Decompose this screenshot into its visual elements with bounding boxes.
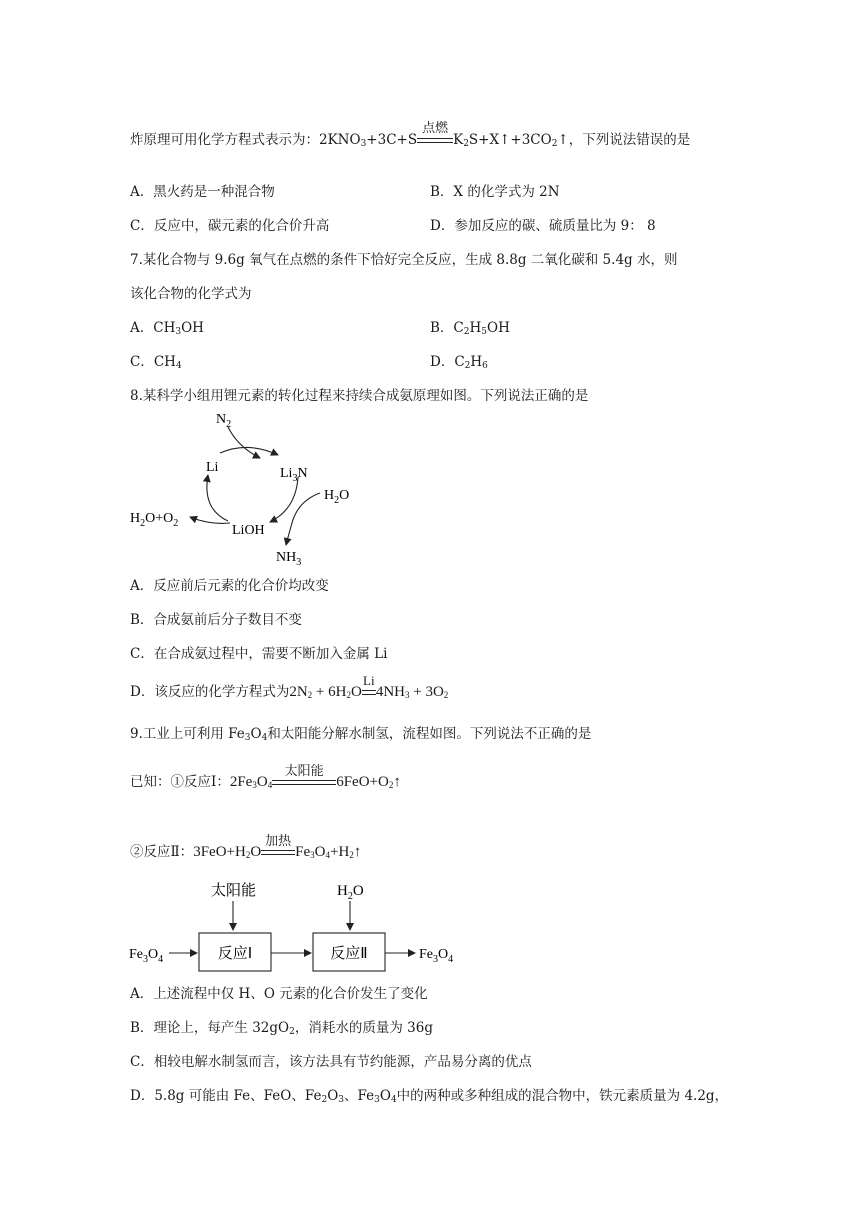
q6-condition: 点燃 — [422, 121, 449, 136]
q6-intro-suffix: ，下列说法错误的是 — [568, 132, 691, 148]
q6-intro-prefix: 炸原理可用化学方程式表示为： — [130, 132, 319, 148]
q7-stem-line2: 该化合物的化学式为 — [130, 286, 252, 302]
solar-energy-label: 太阳能 — [211, 881, 257, 899]
nh3-label: $NH_3$ — [276, 550, 302, 568]
q6-option-d: D．参加反应的碳、硫质量比为 9： 8 — [430, 218, 656, 234]
q8-option-a: A．反应前后元素的化合价均改变 — [130, 578, 329, 594]
lioh-to-li-arrow — [207, 475, 228, 521]
q9-known-reaction-1: 已知：①反应Ⅰ：$2Fe_3O_4$ 太阳能 $6FeO+O_2↑$ — [130, 763, 401, 790]
q8-stem: 8.某科学小组用锂元素的转化过程来持续合成氨原理如图。下列说法正确的是 — [130, 388, 589, 404]
q7-option-c: C．$CH_4$ — [130, 354, 182, 371]
q8-option-c: C．在合成氨过程中，需要不断加入金属 Li — [130, 646, 388, 662]
q9-r2-equals-sign: 加热 — [261, 844, 295, 861]
q7-option-d: D．$C_2H_6$ — [430, 354, 488, 371]
q6-stem — [130, 121, 691, 149]
reaction-2-label: 反应Ⅱ — [330, 944, 368, 962]
water-label: $H_2O$ — [337, 883, 364, 902]
lioh-to-h2o-o2-arrow — [190, 517, 230, 523]
q9-option-a: A．上述流程中仅 H、O 元素的化合价发生了变化 — [130, 986, 428, 1002]
h2o-o2-label: $H_2O+O_2$ — [130, 511, 179, 529]
q6-option-b: B．X 的化学式为 2N — [430, 184, 560, 200]
q8-option-b: B．合成氨前后分子数目不变 — [130, 612, 302, 628]
q9-option-d: D．5.8g 可能由 Fe、FeO、$Fe_2O_3$、$Fe_3O_4$中的两种或多种组成的混合物中，铁元素质量为 4.2g， — [130, 1088, 729, 1105]
fe3o4-input-label: $Fe_3O_4$ — [129, 947, 164, 965]
q9-r1-equals-sign: 太阳能 — [272, 774, 336, 791]
h2o-in-line — [292, 493, 320, 523]
li-label: Li — [206, 460, 219, 475]
lioh-label: LiOH — [232, 523, 265, 538]
q8-lithium-cycle-diagram — [120, 405, 380, 570]
q6-equals-sign — [417, 121, 453, 148]
n2-arrow — [228, 427, 260, 458]
q8-option-d-equation: $2N_2 + 6H_2O$ Li $4NH_3 + 3O_2$ — [289, 673, 449, 700]
q9-flow-diagram — [125, 875, 475, 975]
nh3-out-arrow — [286, 523, 292, 545]
q6-option-a: A．黑火药是一种混合物 — [130, 184, 275, 200]
q9-option-c: C．相较电解水制氢而言，该方法具有节约能源，产品易分离的优点 — [130, 1054, 532, 1070]
q7-stem-line1: 7.某化合物与 9.6g 氧气在点燃的条件下恰好完全反应，生成 8.8g 二氧化碳和 5.4g 水，则 — [130, 252, 678, 268]
li3n-label: $Li_3N$ — [280, 466, 308, 484]
q7-option-a: A．$CH_3OH$ — [130, 320, 204, 337]
n2-label: $N_2$ — [216, 412, 232, 430]
q6-equation: $2KNO_3+3C+S$ 点燃 $K_2S+X↑+3CO_2↑$ — [319, 132, 569, 148]
q8-option-d: D．该反应的化学方程式为$2N_2 + 6H_2O$ Li $4NH_3 + 3O_2$ — [130, 673, 449, 700]
q9-known-reaction-2: ②反应Ⅱ：$3FeO+H_2O$ 加热 $Fe_3O_4+H_2↑$ — [130, 833, 362, 860]
q6-option-c: C．反应中，碳元素的化合价升高 — [130, 218, 330, 234]
q9-stem: 9.工业上可利用 $Fe_3O_4$和太阳能分解水制氢，流程如图。下列说法不正确的是 — [130, 726, 592, 743]
q9-option-b: B．理论上，每产生 $32gO_2$，消耗水的质量为 36g — [130, 1020, 433, 1037]
h2o-label: $H_2O$ — [324, 488, 350, 506]
q8-equals-sign: Li — [362, 684, 376, 701]
q7-option-b: B．$C_2H_5OH$ — [430, 320, 510, 337]
reaction-1-label: 反应Ⅰ — [217, 944, 253, 962]
fe3o4-output-label: $Fe_3O_4$ — [419, 947, 454, 965]
